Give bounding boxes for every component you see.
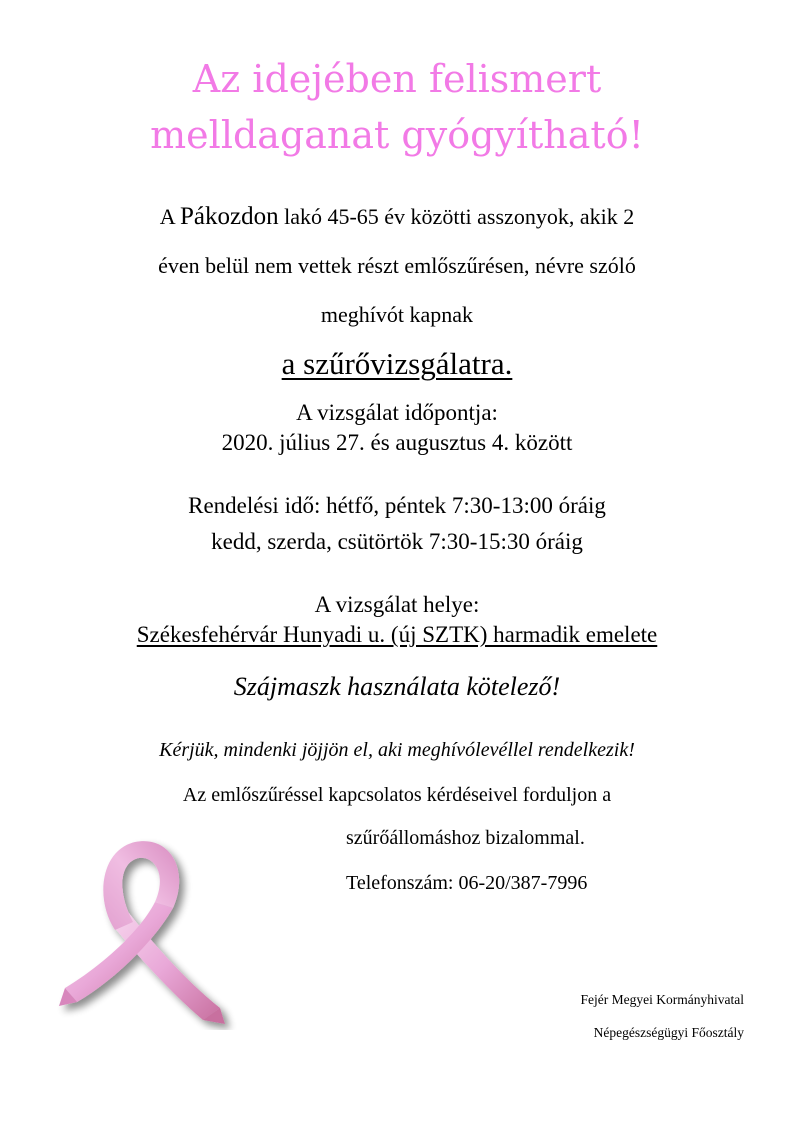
location-label: A vizsgálat helye: — [314, 592, 480, 617]
footer-organization: Fejér Megyei Kormányhivatal — [580, 992, 744, 1007]
intro-line-2: éven belül nem vettek részt emlőszűrésen, névre szóló — [158, 253, 636, 278]
office-hours-line-1: Rendelési idő: hétfő, péntek 7:30-13:00 óráig — [188, 493, 606, 518]
intro-place: Pákozdon — [179, 203, 279, 230]
intro-prefix: A — [159, 204, 180, 229]
intro-line-1 — [0, 204, 794, 229]
contact-line-1: Az emlőszűréssel kapcsolatos kérdéseivel forduljon a — [182, 784, 612, 806]
location-value: Székesfehérvár Hunyadi u. (új SZTK) harmadik emelete — [136, 622, 658, 647]
intro-suffix: lakó 45-65 év közötti asszonyok, akik 2 — [278, 204, 635, 229]
exam-date-value: 2020. július 27. és augusztus 4. között — [221, 430, 573, 455]
attendance-request: Kérjük, mindenki jöjjön el, aki meghívólevéllel rendelkezik! — [159, 739, 635, 761]
footer-department: Népegészségügyi Főosztály — [593, 1025, 744, 1040]
contact-line-2: szűrőállomáshoz bizalommal. — [346, 827, 585, 849]
title-line-1: Az idejében felismert — [192, 57, 602, 101]
exam-date-label: A vizsgálat időpontja: — [296, 400, 498, 425]
pink-ribbon-icon — [55, 830, 245, 1030]
intro-line-3: meghívót kapnak — [320, 302, 474, 327]
title-line-2: melldaganat gyógyítható! — [150, 113, 644, 157]
screening-heading: a szűrővizsgálatra. — [281, 346, 513, 381]
office-hours-line-2: kedd, szerda, csütörtök 7:30-15:30 óráig — [211, 529, 583, 554]
mask-notice: Szájmaszk használata kötelező! — [233, 672, 561, 701]
phone-number: Telefonszám: 06-20/387-7996 — [346, 872, 588, 894]
